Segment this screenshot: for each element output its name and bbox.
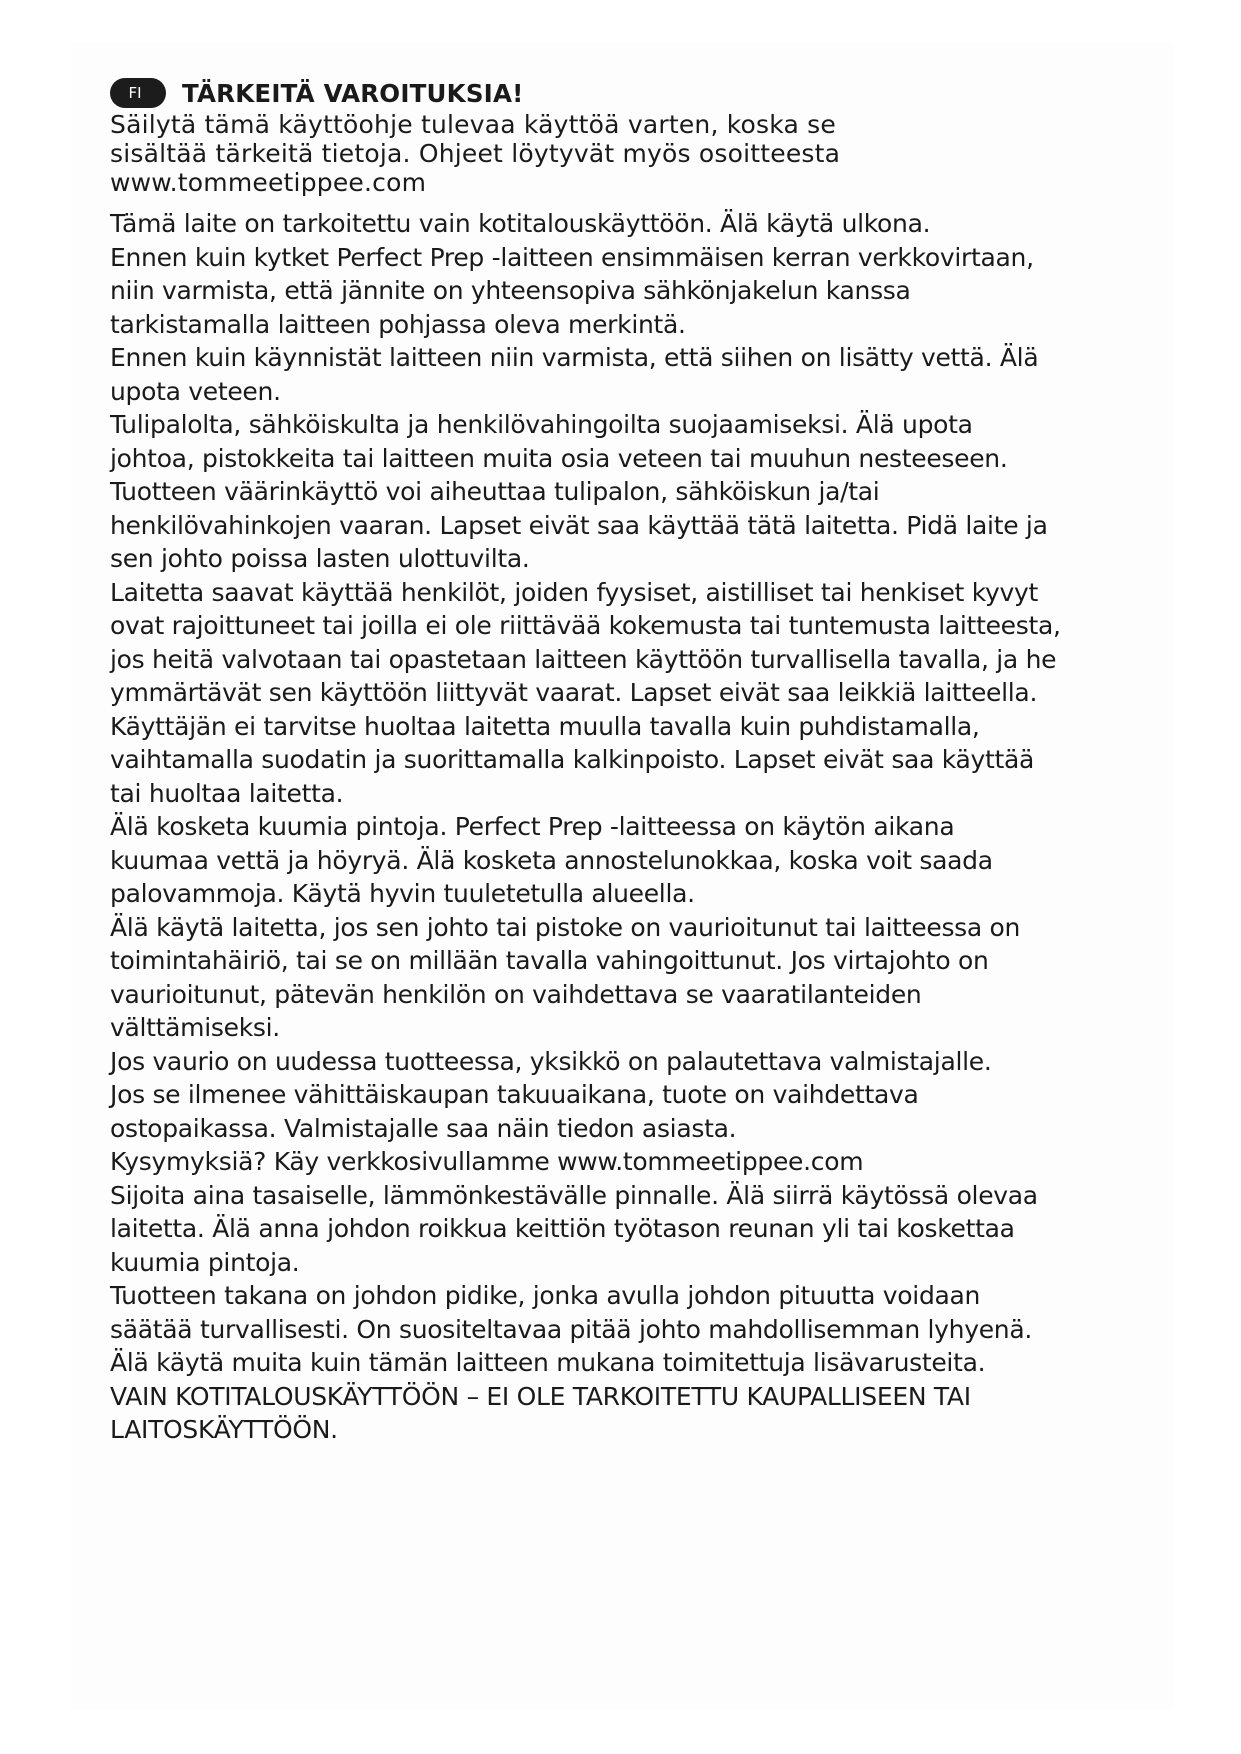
warnings-body [110, 207, 1170, 1447]
body-line: ymmärtävät sen käyttöön liittyvät vaarat. Lapset eivät saa leikkiä laitteella. [110, 678, 1038, 707]
body-line: Tämä laite on tarkoitettu vain kotitalouskäyttöön. Älä käytä ulkona. [110, 209, 931, 238]
body-line: kuumia pintoja. [110, 1247, 300, 1277]
body-line: tarkistamalla laitteen pohjassa oleva merkintä. [110, 309, 686, 339]
body-line: tai huoltaa laitetta. [110, 778, 344, 808]
language-code: FI [128, 84, 142, 102]
body-line: niin varmista, että jännite on yhteensopiva sähkönjakelun kanssa [110, 276, 911, 305]
body-line: Jos vaurio on uudessa tuotteessa, yksikkö on palautettava valmistajalle. [110, 1046, 992, 1076]
body-line: Ennen kuin käynnistät laitteen niin varmista, että siihen on lisätty vettä. Älä [110, 343, 1039, 372]
body-line: Tuotteen väärinkäyttö voi aiheuttaa tulipalon, sähköiskun ja/tai [110, 477, 880, 506]
body-line: välttämiseksi. [110, 1013, 280, 1042]
body-line: jos heitä valvotaan tai opastetaan laitteen käyttöön turvallisella tavalla, ja he [110, 644, 1057, 674]
intro-paragraph [110, 110, 1170, 197]
body-line: upota veteen. [110, 376, 281, 406]
body-line: Älä kosketa kuumia pintoja. Perfect Prep -laitteessa on käytön aikana [110, 812, 955, 841]
page-title: TÄRKEITÄ VAROITUKSIA! [182, 78, 524, 108]
body-line: LAITOSKÄYTTÖÖN. [110, 1415, 338, 1444]
intro-line: www.tommeetippee.com [110, 168, 427, 197]
body-line: Sijoita aina tasaiselle, lämmönkestävälle pinnalle. Älä siirrä käytössä olevaa [110, 1180, 1038, 1210]
body-line: Älä käytä laitetta, jos sen johto tai pistoke on vaurioitunut tai laitteessa on [110, 912, 1021, 942]
body-line: vaurioitunut, pätevän henkilön on vaihdettava se vaaratilanteiden [110, 979, 922, 1009]
body-line: laitetta. Älä anna johdon roikkua keittiön työtason reunan yli tai koskettaa [110, 1214, 1015, 1243]
body-line: Älä käytä muita kuin tämän laitteen mukana toimitettuja lisävarusteita. [110, 1348, 986, 1377]
body-line: säätää turvallisesti. On suositeltavaa pitää johto mahdollisemman lyhyenä. [110, 1314, 1032, 1344]
body-line: Käyttäjän ei tarvitse huoltaa laitetta muulla tavalla kuin puhdistamalla, [110, 711, 980, 741]
body-line: johtoa, pistokkeita tai laitteen muita osia veteen tai muuhun nesteeseen. [110, 443, 1008, 473]
warning-header [110, 76, 1170, 110]
body-line: Jos se ilmenee vähittäiskaupan takuuaikana, tuote on vaihdettava [110, 1080, 919, 1109]
body-line: Ennen kuin kytket Perfect Prep -laitteen ensimmäisen kerran verkkovirtaan, [110, 242, 1034, 272]
document-content [110, 76, 1170, 1447]
body-line: toimintahäiriö, tai se on millään tavalla vahingoittunut. Jos virtajohto on [110, 946, 989, 975]
intro-line: sisältää tärkeitä tietoja. Ohjeet löytyvät myös osoitteesta [110, 139, 841, 168]
intro-line: Säilytä tämä käyttöohje tulevaa käyttöä varten, koska se [110, 110, 836, 139]
body-line: Tulipalolta, sähköiskulta ja henkilövahingoilta suojaamiseksi. Älä upota [110, 410, 973, 439]
body-line: Laitetta saavat käyttää henkilöt, joiden fyysiset, aistilliset tai henkiset kyvyt [110, 577, 1038, 607]
body-line: Kysymyksiä? Käy verkkosivullamme www.tommeetippee.com [110, 1147, 864, 1176]
body-line: VAIN KOTITALOUSKÄYTTÖÖN – EI OLE TARKOITETTU KAUPALLISEEN TAI [110, 1381, 971, 1411]
body-line: ovat rajoittuneet tai joilla ei ole riittävää kokemusta tai tuntemusta laitteesta, [110, 611, 1061, 640]
body-line: Tuotteen takana on johdon pidike, jonka avulla johdon pituutta voidaan [110, 1281, 981, 1310]
body-line: henkilövahinkojen vaaran. Lapset eivät saa käyttää tätä laitetta. Pidä laite ja [110, 510, 1048, 540]
body-line: ostopaikassa. Valmistajalle saa näin tiedon asiasta. [110, 1113, 737, 1143]
body-line: sen johto poissa lasten ulottuvilta. [110, 544, 530, 573]
body-line: palovammoja. Käytä hyvin tuuletetulla alueella. [110, 879, 695, 908]
body-line: kuumaa vettä ja höyryä. Älä kosketa annostelunokkaa, koska voit saada [110, 845, 993, 875]
body-line: vaihtamalla suodatin ja suorittamalla kalkinpoisto. Lapset eivät saa käyttää [110, 745, 1035, 774]
language-badge [110, 78, 166, 108]
